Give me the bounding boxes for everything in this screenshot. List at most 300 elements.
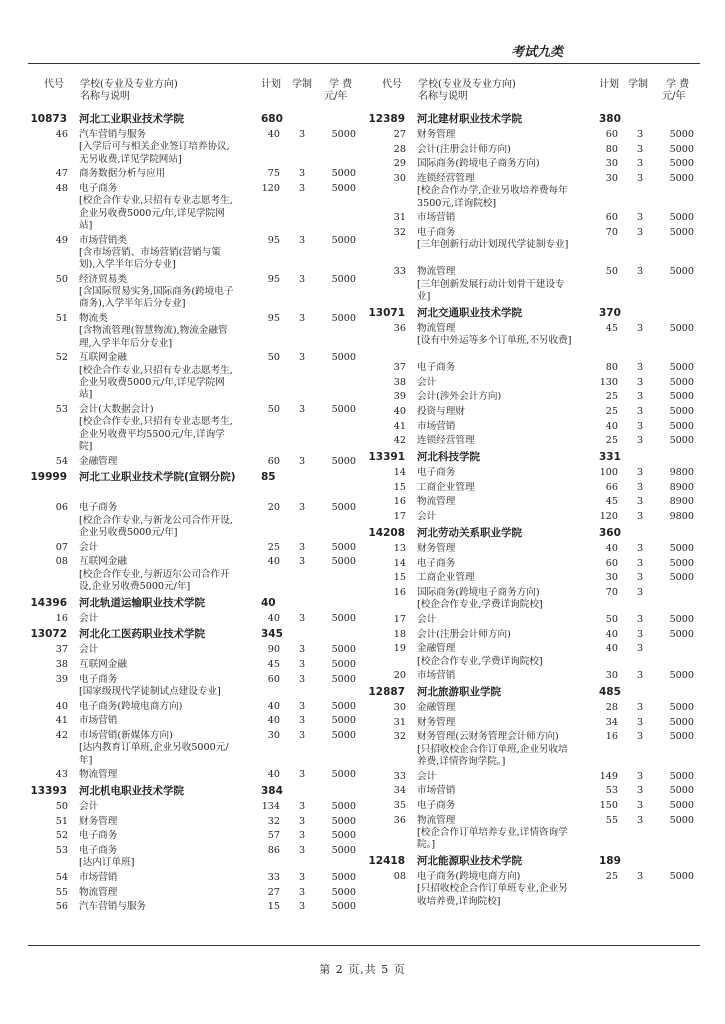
major-row: [372, 785, 700, 800]
major-row: [372, 800, 700, 815]
major-fee: 5000: [669, 542, 694, 554]
major-plan: 57: [267, 830, 280, 842]
school-row: [368, 450, 700, 467]
major-name: 互联网金融: [79, 659, 127, 670]
major-fee: 5000: [669, 420, 694, 432]
major-fee: 5000: [331, 659, 356, 670]
school-name: 河北劳动关系职业学院: [417, 526, 522, 539]
major-plan: 50: [605, 266, 618, 278]
major-code: 16: [55, 612, 68, 624]
major-name: 连锁经营管理: [417, 173, 475, 185]
school-plan: 384: [261, 785, 283, 798]
major-fee: 5000: [331, 769, 356, 781]
major-fee: 5000: [669, 628, 694, 640]
major-plan: 50: [605, 613, 618, 625]
major-fee: 5000: [331, 644, 356, 656]
major-row: [372, 771, 700, 786]
major-row: [372, 421, 700, 436]
school-name: 河北机电职业技术学院: [79, 785, 184, 798]
major-fee: 9800: [669, 511, 694, 523]
major-code: 19: [393, 643, 406, 655]
major-years: 3: [299, 556, 306, 568]
major-name: 汽车营销与服务: [79, 129, 147, 140]
major-years: 3: [299, 273, 306, 285]
school-code: 13391: [368, 451, 405, 464]
major-years: 3: [299, 801, 306, 813]
major-plan: 40: [267, 556, 280, 568]
major-note: [校企合作专业,只招有专业志愿考生,企业另收费5000元/年,详见学院网站]: [79, 195, 233, 231]
major-code: 47: [55, 168, 68, 180]
major-plan: 60: [605, 129, 618, 140]
major-fee: 5000: [331, 234, 356, 246]
major-plan: 40: [267, 700, 280, 712]
major-years: 3: [299, 659, 306, 670]
major-plan: 40: [267, 612, 280, 624]
major-row: [372, 871, 700, 910]
major-name: 电子商务: [417, 361, 456, 373]
major-name: 市场营销: [79, 715, 118, 727]
major-code: 39: [393, 391, 406, 403]
major-name: 国际商务(跨境电子商务方向): [417, 586, 540, 598]
major-code: 48: [55, 182, 68, 194]
major-fee: 5000: [669, 701, 694, 713]
major-note: [校企合作专业,学费详询院校]: [417, 655, 543, 667]
major-name: 电子商务: [417, 799, 456, 811]
major-name: 连锁经营管理: [417, 435, 475, 447]
major-row: [372, 467, 700, 482]
major-row: [372, 717, 700, 732]
col-school-header: 学校(专业及专业方向): [418, 79, 516, 90]
left-column-header: [34, 77, 364, 107]
major-fee: 5000: [331, 352, 356, 364]
major-years: 3: [637, 322, 644, 334]
major-name: 金融管理: [79, 455, 118, 467]
major-years: 3: [637, 613, 644, 625]
major-code: 06: [55, 502, 68, 514]
school-row: [30, 627, 364, 644]
major-plan: 95: [267, 313, 280, 325]
major-name: 商务数据分析与应用: [79, 168, 166, 180]
major-fee: 5000: [331, 801, 356, 813]
major-code: 39: [55, 673, 68, 685]
major-code: 55: [55, 886, 68, 898]
major-name: 工商企业管理: [417, 481, 475, 493]
school-row: [30, 112, 364, 129]
major-row: [34, 715, 364, 730]
major-plan: 25: [605, 406, 618, 417]
major-name: 会计: [79, 644, 99, 656]
major-code: 07: [55, 541, 68, 553]
major-row: [34, 872, 364, 887]
major-row: [372, 496, 700, 511]
major-name: 电子商务: [79, 830, 118, 842]
major-note: [含国际贸易实务,国际商务(跨境电子商务),入学半年后分专业]: [79, 286, 234, 310]
major-fee: 5000: [669, 212, 694, 224]
major-row: [372, 391, 700, 406]
major-plan: 75: [267, 168, 280, 180]
major-plan: 120: [599, 511, 618, 523]
major-years: 3: [637, 770, 644, 782]
major-row: [34, 701, 364, 716]
major-years: 3: [637, 481, 644, 493]
school-code: 19999: [30, 471, 67, 484]
major-fee: 5000: [669, 227, 694, 239]
major-name: 会计(大数据会计): [79, 404, 154, 416]
major-years: 3: [637, 467, 644, 479]
school-row: [30, 596, 364, 613]
major-years: 3: [299, 313, 306, 325]
school-row: [30, 470, 364, 502]
major-plan: 27: [267, 886, 280, 898]
major-fee: 5000: [669, 435, 694, 447]
major-plan: 70: [605, 227, 618, 239]
major-plan: 55: [605, 814, 618, 826]
major-row: [372, 129, 700, 144]
major-fee: 5000: [669, 770, 694, 782]
major-name: 市场营销(新媒体方向): [79, 730, 173, 742]
major-row: [34, 235, 364, 274]
major-name: 财务管理: [417, 716, 456, 728]
major-fee: 5000: [331, 612, 356, 624]
major-note: [国家级现代学徒制试点建设专业]: [79, 685, 221, 697]
major-plan: 34: [605, 716, 618, 728]
major-plan: 70: [605, 586, 618, 598]
major-plan: 33: [267, 872, 280, 884]
major-years: 3: [299, 455, 306, 467]
major-row: [34, 674, 364, 701]
major-code: 43: [55, 769, 68, 781]
major-name: 电子商务(跨境电商方向): [417, 870, 521, 882]
major-fee: 5000: [669, 785, 694, 797]
major-note: [达内订单班]: [79, 857, 135, 869]
major-note: [达内教育订单班,企业另收5000元/年]: [79, 742, 229, 766]
major-plan: 40: [267, 715, 280, 727]
major-row: [372, 543, 700, 558]
major-plan: 120: [261, 182, 280, 194]
page-header-title: 考试九类: [511, 45, 564, 60]
major-row: [372, 158, 700, 173]
major-plan: 30: [267, 730, 280, 742]
school-row: [368, 854, 700, 871]
major-code: 31: [393, 716, 406, 728]
major-name: 会计(注册会计师方向): [417, 143, 511, 155]
major-code: 37: [393, 361, 406, 373]
school-code: 13393: [30, 785, 67, 798]
major-years: 3: [299, 612, 306, 624]
major-years: 3: [299, 502, 306, 514]
major-code: 41: [55, 715, 68, 727]
major-years: 3: [637, 391, 644, 403]
major-row: [34, 830, 364, 845]
major-plan: 25: [605, 391, 618, 403]
major-years: 3: [299, 872, 306, 884]
major-years: 3: [637, 496, 644, 508]
major-name: 会计: [79, 612, 99, 624]
major-name: 汽车营销与服务: [79, 901, 147, 913]
major-years: 3: [637, 785, 644, 797]
major-years: 3: [637, 814, 644, 826]
major-row: [34, 613, 364, 628]
major-name: 市场营销: [417, 785, 456, 797]
major-row: [372, 377, 700, 392]
major-code: 15: [393, 481, 406, 493]
school-code: 14396: [30, 596, 67, 609]
major-years: 3: [299, 673, 306, 685]
col-school-header: 学校(专业及专业方向): [80, 79, 178, 90]
major-fee: 5000: [669, 572, 694, 584]
major-name: 财务管理: [79, 815, 118, 827]
major-note: [三年创新行动计划现代学徒制专业]: [417, 239, 569, 251]
major-code: 20: [393, 670, 406, 682]
major-years: 3: [299, 730, 306, 742]
major-code: 33: [393, 266, 406, 278]
major-code: 31: [393, 212, 406, 224]
major-note: [校企合作办学,企业另收培养费每年3500元,详询院校]: [417, 185, 568, 209]
major-years: 3: [637, 173, 644, 185]
major-years: 3: [299, 541, 306, 553]
major-name: 工商企业管理: [417, 572, 475, 584]
major-years: 3: [299, 901, 306, 913]
footer-divider: [28, 945, 700, 946]
major-name: 电子商务: [79, 845, 118, 857]
major-name: 会计: [79, 541, 99, 553]
major-fee: 5000: [669, 376, 694, 388]
school-plan: 189: [599, 854, 621, 867]
major-code: 32: [393, 227, 406, 239]
school-code: 12389: [368, 113, 405, 125]
major-years: 3: [637, 361, 644, 373]
major-years: 3: [299, 845, 306, 857]
major-code: 36: [393, 322, 406, 334]
major-fee: 5000: [669, 266, 694, 278]
school-code: 13072: [30, 628, 67, 641]
major-years: 3: [637, 376, 644, 388]
major-row: [34, 901, 364, 916]
major-fee: 5000: [669, 361, 694, 373]
major-note: [只招收校企合作订单班,企业另收培养费,详情咨询学院。]: [417, 743, 568, 767]
major-name: 会计: [79, 801, 99, 813]
school-name: 河北建材职业技术学院: [417, 113, 522, 125]
major-years: 3: [299, 886, 306, 898]
major-years: 3: [637, 129, 644, 140]
major-fee: 5000: [669, 129, 694, 140]
major-plan: 95: [267, 273, 280, 285]
major-name: 互联网金融: [79, 556, 127, 568]
major-note: [含物流管理(智慧物流),物流金融管理,入学半年后分专业]: [79, 325, 228, 349]
major-plan: 100: [599, 467, 618, 479]
major-row: [34, 887, 364, 902]
major-name: 电子商务: [79, 673, 118, 685]
school-row: [30, 784, 364, 801]
major-fee: 5000: [669, 799, 694, 811]
major-plan: 15: [267, 901, 280, 913]
major-code: 54: [55, 455, 68, 467]
major-fee: 5000: [331, 168, 356, 180]
major-row: [372, 731, 700, 770]
col-fee-header: 学 费: [666, 79, 690, 90]
major-years: 3: [299, 769, 306, 781]
major-name: 物流类: [79, 313, 108, 325]
major-name: 会计: [417, 613, 437, 625]
major-code: 16: [393, 496, 406, 508]
major-plan: 30: [605, 670, 618, 682]
major-code: 13: [393, 542, 406, 554]
major-code: 34: [393, 785, 406, 797]
major-years: 3: [637, 511, 644, 523]
col-plan-header: 计划: [599, 79, 619, 90]
major-name: 物流管理: [417, 496, 456, 508]
major-row: [34, 816, 364, 831]
major-note: [只招收校企合作订单班专业,企业另收培养费,详询院校]: [417, 883, 568, 907]
major-fee: 5000: [331, 556, 356, 568]
major-row: [34, 556, 364, 595]
major-note: [三年创新发展行动计划骨干建设专业]: [417, 278, 565, 302]
major-fee: 5000: [669, 731, 694, 743]
major-name: 市场营销: [79, 872, 118, 884]
major-fee: 5000: [331, 129, 356, 140]
school-name: 河北能源职业技术学院: [417, 854, 522, 867]
school-name: 河北轨道运输职业技术学院: [79, 596, 205, 609]
col-fee-header: 学 费: [329, 79, 353, 90]
major-name: 电子商务: [417, 467, 456, 479]
major-name: 物流管理: [417, 322, 456, 334]
school-row: [368, 112, 700, 129]
col-desc-header: 名称与说明: [418, 91, 468, 102]
major-fee: 5000: [331, 872, 356, 884]
major-plan: 30: [605, 173, 618, 185]
major-years: 3: [637, 628, 644, 640]
major-code: 41: [393, 420, 406, 432]
major-name: 电子商务(跨境电商方向): [79, 700, 183, 712]
major-row: [372, 266, 700, 305]
left-list: [30, 112, 364, 916]
major-row: [372, 558, 700, 573]
major-name: 会计(涉外会计方向): [417, 391, 502, 403]
col-years-header: 学制: [628, 79, 648, 90]
major-years: 3: [299, 352, 306, 364]
major-code: 08: [393, 870, 406, 882]
school-name: 河北旅游职业学院: [417, 685, 501, 698]
major-row: [372, 629, 700, 644]
major-row: [34, 183, 364, 235]
major-fee: 9800: [669, 467, 694, 479]
major-row: [372, 702, 700, 717]
major-code: 30: [393, 173, 406, 185]
major-fee: 5000: [331, 673, 356, 685]
major-code: 28: [393, 143, 406, 155]
major-row: [372, 173, 700, 212]
major-fee: 5000: [669, 391, 694, 403]
major-plan: 40: [605, 542, 618, 554]
major-fee: 5000: [669, 406, 694, 417]
col-years-header: 学制: [292, 79, 312, 90]
major-row: [34, 769, 364, 784]
major-name: 财务管理: [417, 542, 456, 554]
major-code: 56: [55, 901, 68, 913]
major-code: 08: [55, 556, 68, 568]
school-name: 河北工业职业技术学院: [79, 113, 184, 125]
major-fee: 5000: [331, 273, 356, 285]
major-fee: 5000: [669, 613, 694, 625]
major-fee: 5000: [669, 158, 694, 170]
major-years: 3: [299, 830, 306, 842]
major-row: [34, 801, 364, 816]
school-plan: 370: [599, 306, 621, 319]
major-row: [372, 482, 700, 497]
major-name: 市场营销: [417, 670, 456, 682]
major-row: [372, 815, 700, 854]
major-row: [372, 643, 700, 670]
major-plan: 16: [605, 731, 618, 743]
major-row: [34, 659, 364, 674]
major-fee: 5000: [331, 830, 356, 842]
major-code: 53: [55, 404, 68, 416]
major-row: [34, 129, 364, 168]
major-code: 46: [55, 129, 68, 140]
school-row: [368, 526, 700, 543]
major-years: 3: [637, 435, 644, 447]
major-fee: 8900: [669, 481, 694, 493]
major-name: 物流管理: [417, 814, 456, 826]
major-fee: 5000: [331, 700, 356, 712]
major-name: 电子商务: [417, 227, 456, 239]
major-note: [校企合作专业,与新迈尔公司合作开设,企业另收费5000元/年]: [79, 568, 230, 592]
major-fee: 5000: [331, 901, 356, 913]
major-code: 18: [393, 628, 406, 640]
major-code: 51: [55, 815, 68, 827]
major-name: 金融管理: [417, 643, 456, 655]
school-code: 12418: [368, 854, 405, 867]
major-name: 会计: [417, 376, 437, 388]
major-name: 物流管理: [79, 886, 118, 898]
major-years: 3: [637, 643, 644, 655]
major-plan: 60: [605, 557, 618, 569]
major-plan: 134: [261, 801, 280, 813]
major-name: 电子商务: [79, 182, 118, 194]
major-fee: 5000: [331, 313, 356, 325]
major-row: [34, 404, 364, 456]
major-fee: 5000: [669, 716, 694, 728]
major-fee: 5000: [331, 715, 356, 727]
major-plan: 30: [605, 158, 618, 170]
major-plan: 30: [605, 572, 618, 584]
major-row: [34, 168, 364, 183]
major-code: 52: [55, 830, 68, 842]
major-fee: 5000: [331, 502, 356, 514]
major-plan: 40: [605, 628, 618, 640]
major-fee: 5000: [669, 870, 694, 882]
major-row: [34, 274, 364, 313]
major-plan: 60: [605, 212, 618, 224]
major-plan: 80: [605, 361, 618, 373]
major-fee: 5000: [669, 322, 694, 334]
school-name: 河北工业职业技术学院(宣钢分院): [79, 471, 236, 484]
major-note: [校企合作专业,学费详询院校]: [417, 599, 543, 611]
major-years: 3: [637, 670, 644, 682]
major-plan: 45: [267, 659, 280, 670]
major-years: 3: [637, 701, 644, 713]
school-code: 14208: [368, 526, 405, 539]
major-years: 3: [637, 731, 644, 743]
col-code-header: 代号: [44, 79, 64, 90]
major-years: 3: [637, 870, 644, 882]
major-note: [入学后可与相关企业签订培养协议,无另收费,详见学院网站]: [79, 141, 230, 165]
school-plan: 345: [261, 628, 283, 641]
major-code: 14: [393, 557, 406, 569]
major-years: 3: [637, 586, 644, 598]
major-row: [372, 362, 700, 377]
major-code: 42: [55, 730, 68, 742]
